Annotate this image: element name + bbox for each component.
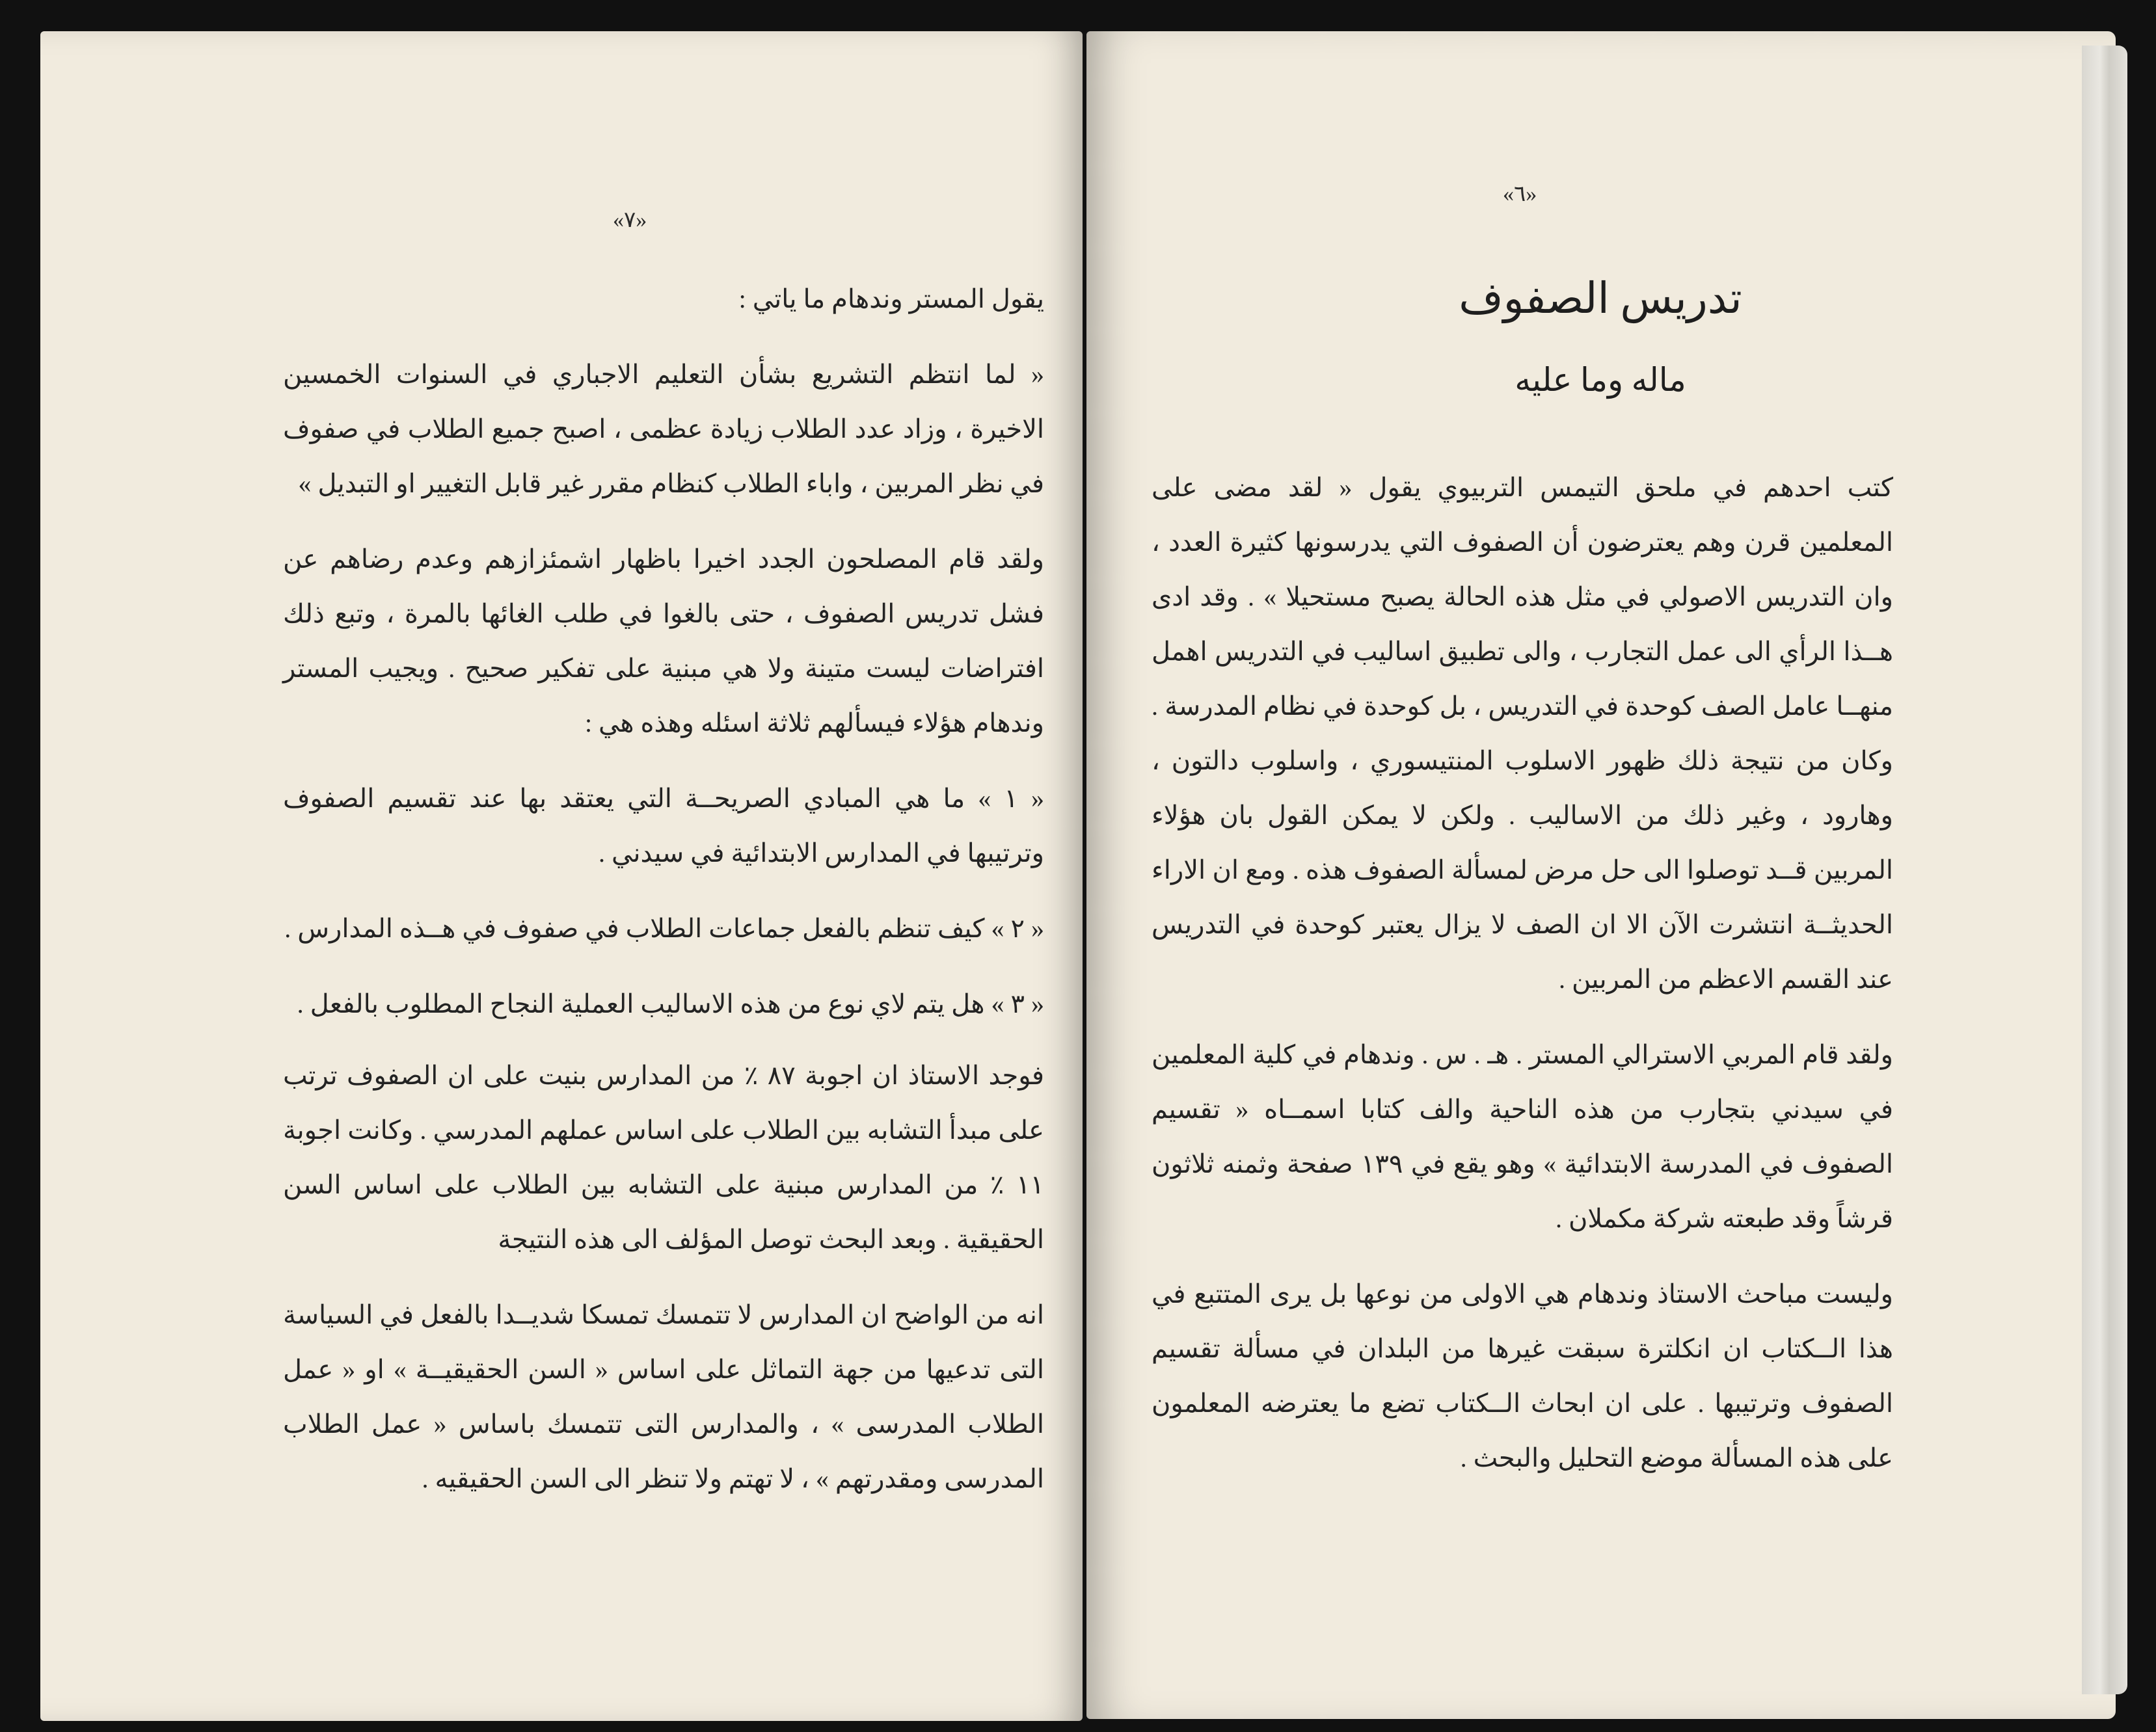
page-edges [2082, 46, 2127, 1694]
left-question-1: « ١ » ما هي المبادي الصريحــة التي يعتقد بها عند تقسيم الصفوف وترتيبها في المدارس الابتدائية في سيدني . [283, 784, 1045, 868]
left-paragraph-1: يقول المستر وندهام ما ياتي : [738, 284, 1044, 313]
left-paragraph-conclusion: انه من الواضح ان المدارس لا تتمسك تمسكا شديــدا بالفعل في السياسة التى تدعيها من جهة التماثل على اساس « السن الحقيقيــة » او « عمل الطلاب المدرسى » ، والمدارس التى تتمسك باساس « عمل الطلاب المدرسى ومقدرتهم » ، لا تهتم ولا تنظر الى السن الحقيقيه . [283, 1300, 1044, 1493]
left-question-2: « ٢ » كيف تنظم بالفعل جماعات الطلاب في صفوف في هــذه المدارس . [284, 914, 1044, 943]
right-paragraph-2: ولقد قام المربي الاسترالي المستر . هـ . س . وندهام في كلية المعلمين في سيدني بتجارب من هذه الناحية والف كتابا اسمــاه « تقسيم الصفوف في المدرسة الابتدائية » وهو يقع في ١٣٩ صفحة وثمنه ثلاثون قرشاً وقد طبعته شركة مكملان . [1152, 1040, 1894, 1233]
left-question-3: « ٣ » هل يتم لاي نوع من هذه الاساليب العملية النجاح المطلوب بالفعل . [297, 989, 1044, 1019]
page-subtitle: ماله وما عليه [1515, 362, 1686, 398]
page-title: تدريس الصفوف [1459, 275, 1742, 323]
right-page-number: «٦» [1503, 182, 1537, 206]
left-page-text [283, 272, 1044, 1506]
left-paragraph-2: « لما انتظم التشريع بشأن التعليم الاجباري في السنوات الخمسين الاخيرة ، وزاد عدد الطلاب زيادة عظمى ، اصبح جميع الطلاب في صفوف في نظر المربين ، واباء الطلاب كنظام مقرر غير قابل التغيير او التبديل » [283, 360, 1044, 498]
left-paragraph-findings: فوجد الاستاذ ان اجوبة ٨٧ ٪ من المدارس بنيت على ان الصفوف ترتب على مبدأ التشابه بين الطلاب على اساس عملهم المدرسي . وكانت اجوبة ١١ ٪ من المدارس مبنية على التشابه بين الطلاب على اساس السن الحقيقية . وبعد البحث توصل المؤلف الى هذه النتيجة [283, 1061, 1045, 1254]
right-paragraph-1: كتب احدهم في ملحق التيمس التربيوي يقول « لقد مضى على المعلمين قرن وهم يعترضون أن الصفوف التي يدرسونها كثيرة العدد ، وان التدريس الاصولي في مثل هذه الحالة يصبح مستحيلا » . وقد ادى هــذا الرأي الى عمل التجارب ، والى تطبيق اساليب في التدريس اهمل منهــا عامل الصف كوحدة في التدريس ، بل كوحدة في نظام المدرسة . وكان من نتيجة ذلك ظهور الاسلوب المنتيسوري ، واسلوب دالتون ، وهارود ، وغير ذلك من الاساليب . ولكن لا يمكن القول بان هؤلاء المربين قــد توصلوا الى حل مرض لمسألة الصفوف هذه . ومع ان الاراء الحديثــة انتشرت الآن الا ان الصف لا يزال يعتبر كوحدة في التدريس عند القسم الاعظم من المربين . [1152, 473, 1893, 994]
left-page-number: «٧» [613, 208, 647, 232]
right-page-text [1152, 460, 1893, 1486]
left-paragraph-3: ولقد قام المصلحون الجدد اخيرا باظهار اشمئزازهم وعدم رضاهم عن فشل تدريس الصفوف ، حتى بالغوا في طلب الغائها بالمرة ، وتبع ذلك افتراضات ليست متينة ولا هي مبنية على تفكير صحيح . ويجيب المستر وندهام هؤلاء فيسألهم ثلاثة اسئله وهذه هي : [283, 544, 1044, 738]
right-paragraph-3: وليست مباحث الاستاذ وندهام هي الاولى من نوعها بل يرى المتتبع في هذا الــكتاب ان انكلترة سبقت غيرها من البلدان في مسألة تقسيم الصفوف وترتيبها . على ان ابحاث الــكتاب تضع ما يعترضه المعلمون على هذه المسألة موضع التحليل والبحث . [1152, 1279, 1893, 1472]
